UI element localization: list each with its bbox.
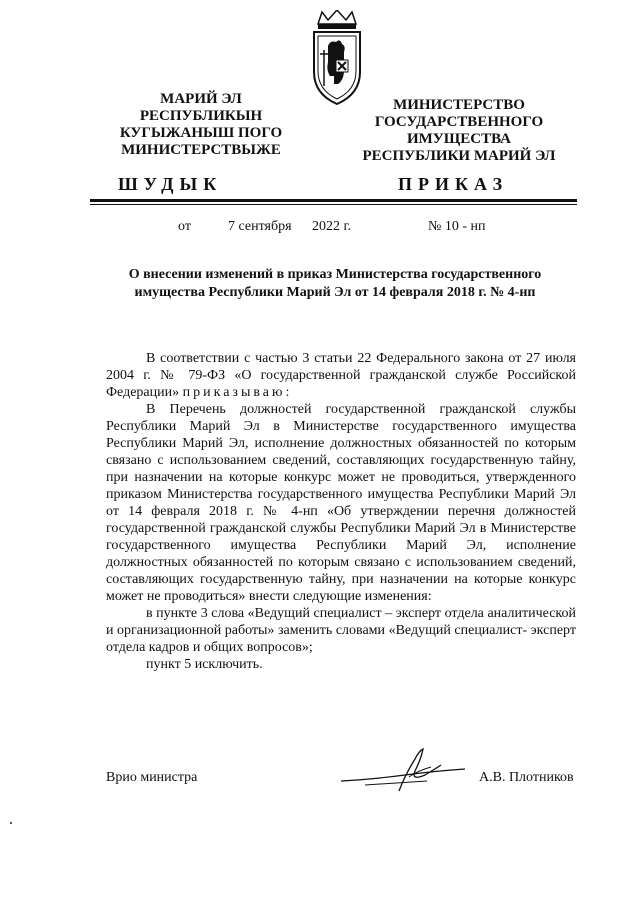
handwritten-signature bbox=[335, 745, 475, 795]
header-right-line: ИМУЩЕСТВА bbox=[406, 131, 512, 147]
header-left-line: КУГЫЖАНЫШ ПОГО bbox=[119, 125, 283, 141]
header-right-line: ГОСУДАРСТВЕННОГО bbox=[374, 114, 544, 130]
signatory-role: Врио министра bbox=[106, 770, 198, 785]
header-right-line: МИНИСТЕРСТВО bbox=[393, 97, 525, 113]
header-right-ministry bbox=[352, 97, 566, 165]
body-paragraph-4: пункт 5 исключить. bbox=[146, 657, 263, 672]
body-paragraph-1 bbox=[106, 350, 576, 401]
header-left-ministry bbox=[96, 91, 306, 159]
header-divider-thin bbox=[90, 204, 577, 205]
coat-of-arms-icon bbox=[300, 10, 374, 106]
header-right-line: РЕСПУБЛИКИ МАРИЙ ЭЛ bbox=[362, 148, 556, 164]
order-year: 2022 г. bbox=[312, 219, 352, 234]
date-from-label: от bbox=[178, 219, 191, 234]
title-line: О внесении изменений в приказ Министерства государственного bbox=[128, 267, 542, 282]
header-left-line: МАРИЙ ЭЛ bbox=[160, 91, 242, 107]
order-date: 7 сентября bbox=[228, 219, 292, 234]
header-left-line: РЕСПУБЛИКЫН bbox=[139, 108, 263, 124]
doc-type-mari: ШУДЫК bbox=[118, 174, 223, 194]
title-line: имущества Республики Марий Эл от 14 февраля 2018 г. № 4-нп bbox=[134, 285, 536, 300]
signatory-name: А.В. Плотников bbox=[479, 770, 574, 785]
document-body bbox=[106, 350, 576, 673]
header-left-line: МИНИСТЕРСТВЫЖЕ bbox=[121, 142, 281, 158]
document-title bbox=[100, 266, 570, 302]
scan-speck bbox=[10, 822, 12, 824]
order-number: № 10 - нп bbox=[428, 219, 486, 234]
doc-type-russian: ПРИКАЗ bbox=[398, 174, 509, 194]
body-paragraph-1-text: В соответствии с частью 3 статьи 22 Федерального закона от 27 июля 2004 г. № 79-ФЗ «О государственной гражданской службе Российской Федерации» bbox=[106, 351, 576, 400]
order-keyword: приказываю: bbox=[182, 385, 293, 400]
body-paragraph-3: в пункте 3 слова «Ведущий специалист – эксперт отдела аналитической и организационной работы» заменить словами «Ведущий специалист- эксперт отдела кадров и общих вопросов»; bbox=[106, 606, 576, 655]
header-divider-thick bbox=[90, 199, 577, 202]
body-paragraph-2: В Перечень должностей государственной гражданской службы Республики Марий Эл в Министерстве государственного имущества Республики Марий Эл, исполнение должностных обязанностей по которым связано с использованием сведений, составляющих государственную тайну, при назначении на которые конкурс может не проводиться, утвержденного приказом Министерства государственного имущества Республики Марий Эл от 14 февраля 2018 г. № 4-нп «Об утверждении перечня должностей государственной гражданской службы Республики Марий Эл в Министерстве государственного имущества Республики Марий Эл, исполнение должностных обязанностей по которым связано с использованием сведений, составляющих государственную тайну, при назначении на которые конкурс может не проводиться» внести следующие изменения: bbox=[106, 402, 576, 604]
